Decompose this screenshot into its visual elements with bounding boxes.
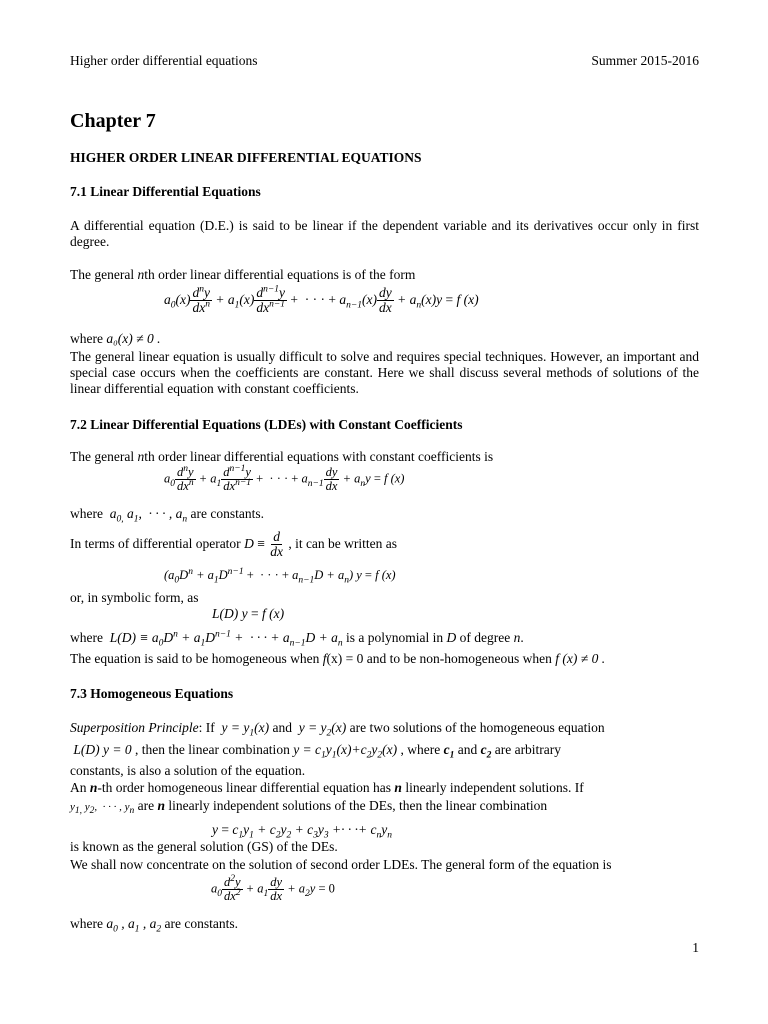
superposition-principle-line-2: L(D) y = 0 , then the linear combination $y = c_1y_1(x)+c_2y_2(x)$ , where $c_1$ and $c_2$ are arbitrary [70, 742, 562, 761]
section-7-2-paragraph-1: The general nth order linear differential equations with constant coefficients is [70, 449, 494, 464]
section-7-1-paragraph-3: The general linear equation is usually difficult to solve and requires special techniques. However, an important and special case occurs when the coefficients are constant. Here we shall discuss several methods of solutions of the linear differential equation with constant coefficients. [70, 349, 699, 396]
section-7-3-second-order-text: We shall now concentrate on the solution of second order LDEs. The general form of the equation is [70, 857, 612, 872]
section-7-1-condition: where a₀(x) ≠ 0 . [70, 331, 161, 346]
header-right: Summer 2015-2016 [591, 53, 699, 68]
page-number: 1 [692, 940, 699, 955]
section-7-2-heading: 7.2 Linear Differential Equations (LDEs) with Constant Coefficients [70, 417, 463, 432]
section-7-2-where-constants: where $a_{0,}$ $a_1$, · · · , $a_n$ are constants. [70, 506, 264, 525]
section-7-1-paragraph-1: A differential equation (D.E.) is said to be linear if the dependent variable and its derivatives occur only in first degree. [70, 218, 699, 249]
header-left: Higher order differential equations [70, 53, 258, 68]
equation-general-nth-order: $a_0(x)$ $d^ny$ $dx^n$ + $a_1(x)$ $d^{n-1}y$ $dx^{n-1}$ + · · · + $a_{n-1}(x)$ $\frac{dy}{dx}$ + $a_n(x)y = f$ (x) [164, 284, 479, 316]
chapter-title: Chapter 7 [70, 110, 156, 132]
section-7-2-homogeneous-def: The equation is said to be homogeneous when f(x) = 0 and to be non-homogeneous when f (x) ≠ 0 . [70, 651, 606, 666]
section-7-3-heading: 7.3 Homogeneous Equations [70, 686, 234, 701]
equation-general-solution: $y = c_1y_1 + c_2y_2 + c_3y_3$ +· · ·+ $c_ny_n$ [212, 822, 392, 841]
equation-second-order: $a_0$ $\frac{d^2y}{dx^2}$ + $a_1$ $\frac{dy}{dx}$ + $a_2y = 0$ [211, 873, 335, 904]
equation-symbolic-form: L(D) y = f (x) [212, 606, 285, 621]
section-7-2-operator: In terms of differential operator D ≡ $\frac{d}{dx}$ , it can be written as [70, 529, 398, 560]
section-7-3-constants: where $a_0$ , $a_1$ , $a_2$ are constants. [70, 916, 238, 935]
section-7-2-polynomial: where $L(D) \equiv a_0D^n + a_1D^{n-1}$ + · · · + $a_{n-1}D + a_n$ is a polynomial in D of degree n. [70, 629, 524, 649]
running-header [70, 53, 699, 69]
section-7-3-general-solution-text: is known as the general solution (GS) of the DEs. [70, 839, 338, 854]
section-7-1-heading: 7.1 Linear Differential Equations [70, 184, 261, 199]
section-7-3-linear-combination: $y_{1,}$ $y_2$, · · · , $y_n$ are n linearly independent solutions of the DEs, then the linear combination [70, 798, 548, 817]
section-7-1-paragraph-2: The general nth order linear differential equations is of the form [70, 267, 416, 282]
chapter-subtitle: HIGHER ORDER LINEAR DIFFERENTIAL EQUATIONS [70, 150, 422, 165]
section-7-3-independent-solutions: An n-th order homogeneous linear differential equation has n linearly independent solutions. If [70, 780, 584, 795]
superposition-principle-line-1: Superposition Principle: If $y = y_1(x)$ and $y = y_2(x)$ are two solutions of the homogeneous equation [70, 720, 605, 739]
equation-operator-form: ($a_0D^n + a_1D^{n-1}$ + · · · + $a_{n-1}D + a_n$) y = f (x) [164, 566, 396, 586]
superposition-principle-line-3: constants, is also a solution of the equation. [70, 763, 306, 778]
section-7-2-paragraph-3: or, in symbolic form, as [70, 590, 199, 605]
equation-constant-coefficients: $a_0$ $d^ny$ $dx^n$ + $a_1$ $d^{n-1}y$ $dx^{n-1}$ + · · · + $a_{n-1}$ $\frac{dy}{dx}$ + $a_ny = f$ (x) [164, 463, 405, 494]
